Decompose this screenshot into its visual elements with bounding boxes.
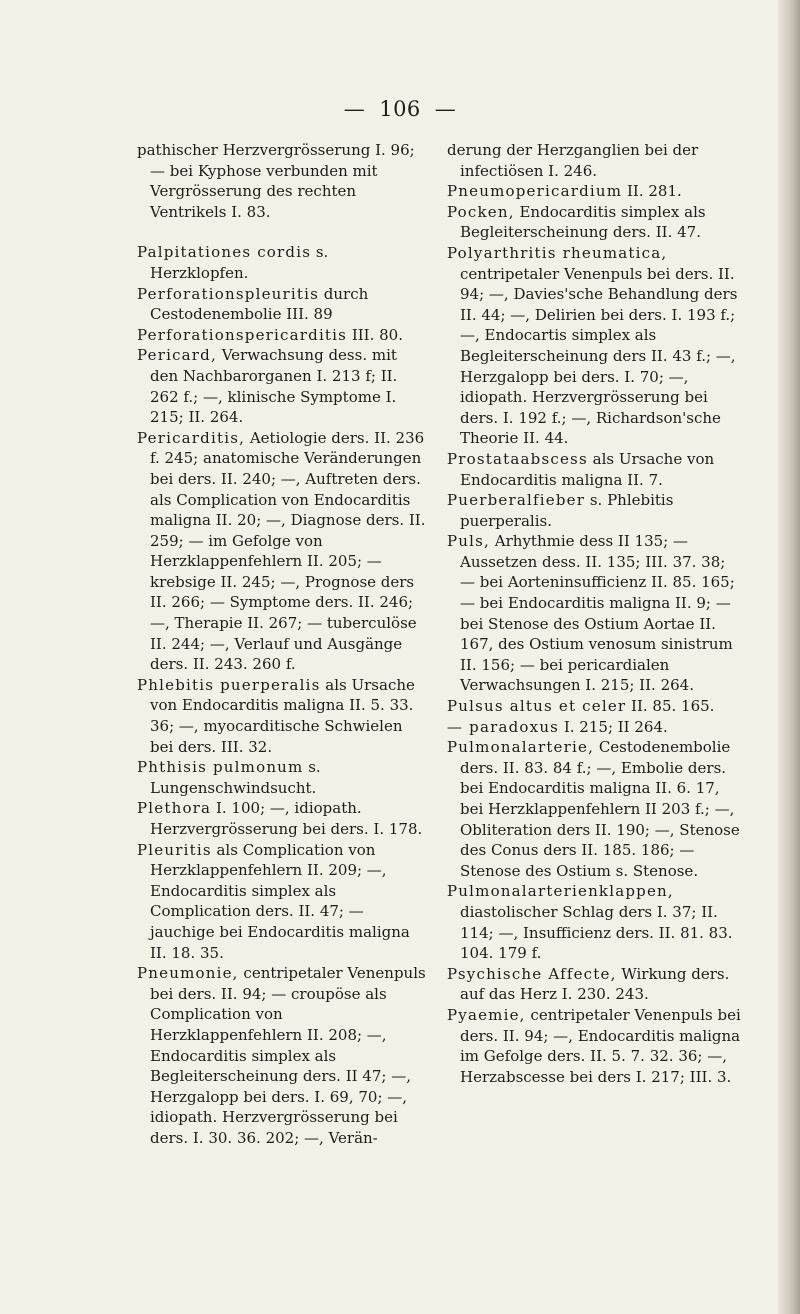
- index-entry: [137, 675, 428, 757]
- index-entry: [447, 881, 744, 963]
- index-entry: [137, 963, 428, 1148]
- index-entry: [447, 531, 744, 696]
- index-term: Pulmonalarterienklappen,: [447, 882, 674, 901]
- index-entry: [447, 696, 744, 717]
- index-entry: [447, 202, 744, 243]
- index-entry: [137, 798, 428, 839]
- index-text: II. 281.: [622, 182, 682, 201]
- index-text: II. 85. 165.: [626, 697, 715, 716]
- index-text: III. 80.: [347, 325, 403, 344]
- index-text: Arhythmie dess II 135; — Aussetzen dess. II. 135; III. 37. 38; — bei Aorteninsufficienz II. 85. 165; — bei Endocarditis maligna II. 9; — bei Stenose des Ostium Aortae II. 167, des Ostium venosum sinistrum II. 156; — bei pericardialen Verwachsungen I. 215; II. 264.: [460, 532, 735, 695]
- index-text: durch Cestodenembolie III. 89: [150, 284, 369, 324]
- index-term: Pericard,: [137, 346, 217, 365]
- page-header: [0, 97, 800, 121]
- index-term: Perforationspleuritis: [137, 284, 320, 303]
- index-entry: [137, 284, 428, 325]
- index-term: Prostataabscess: [447, 449, 588, 468]
- index-entry: [447, 181, 744, 202]
- index-entry: [137, 757, 428, 798]
- index-term: Puerberalfieber: [447, 491, 586, 510]
- index-term: Polyarthritis rheumatica,: [447, 243, 668, 262]
- index-text: centripetaler Venenpuls bei ders. II. 94; —, Davies'sche Behandlung ders II. 44; —, Delirien bei ders. I. 193 f.; —, Endocartis simplex als Begleiterscheinung ders II. 43 f.; —, Herzgalopp bei ders. I. 70; —, idiopath. Herzvergrösserung bei ders. I. 192 f.; —, Richardson'sche Theorie II. 44.: [460, 264, 738, 448]
- index-entry: [447, 717, 744, 738]
- index-term: Psychische Affecte,: [447, 964, 617, 983]
- index-text: Verwachsung dess. mit den Nachbarorganen I. 213 f; II. 262 f.; —, klinische Symptome I. 215; II. 264.: [150, 346, 398, 427]
- index-entry: [137, 140, 428, 222]
- index-column-right: [447, 140, 744, 1087]
- index-term: Perforationspericarditis: [137, 325, 348, 344]
- index-term: Pericarditis,: [137, 428, 246, 447]
- index-entry: [447, 140, 744, 181]
- index-entry: [447, 490, 744, 531]
- index-text: centripetaler Venenpuls bei ders. II. 94; —, Endocarditis maligna im Gefolge ders. II. 5. 7. 32. 36; —, Herzabscesse bei ders I. 217; III. 3.: [460, 1005, 741, 1086]
- index-text: centripetaler Venenpuls bei ders. II. 94; — croupöse als Complication von Herzklappenfehlern II. 208; —, Endocarditis simplex als Begleiterscheinung ders. II 47; —, Herzgalopp bei ders. I. 69, 70; —, idiopath. Herzvergrösserung bei ders. I. 30. 36. 202; —, Verän-: [150, 964, 426, 1147]
- index-term: Plethora: [137, 799, 212, 818]
- index-text: derung der Herzganglien bei der infectiösen I. 246.: [447, 141, 699, 180]
- header-dash-left: —: [343, 97, 366, 121]
- index-text: s. Lungenschwindsucht.: [150, 758, 321, 797]
- page-edge-shadow: [778, 0, 800, 1314]
- index-term: Pulmonalarterie,: [447, 738, 595, 757]
- index-term: Puls,: [447, 532, 491, 551]
- index-text: als Ursache von Endocarditis maligna II. 7.: [460, 449, 715, 489]
- index-term: Pocken,: [447, 202, 515, 221]
- index-text: als Ursache von Endocarditis maligna II. 5. 33. 36; —, myocarditische Schwielen bei ders. III. 32.: [150, 675, 415, 756]
- index-text: Cestodenembolie ders. II. 83. 84 f.; —, Embolie ders. bei Endocarditis maligna II. 6. 17, bei Herzklappenfehlern II 203 f.; —, Obliteration ders II. 190; —, Stenose des Conus ders II. 185. 186; — Stenose des Ostium s. Stenose.: [460, 738, 740, 880]
- index-term: — paradoxus: [447, 717, 560, 736]
- index-entry: [137, 345, 428, 427]
- page-number: 106: [379, 97, 421, 121]
- index-term: Pneumonie,: [137, 964, 239, 983]
- index-entry: [137, 840, 428, 964]
- index-term: Palpitationes cordis: [137, 243, 312, 262]
- index-text: Wirkung ders. auf das Herz I. 230. 243.: [460, 964, 730, 1004]
- index-entry: [137, 325, 428, 346]
- index-text: I. 100; —, idiopath. Herzvergrösserung bei ders. I. 178.: [150, 799, 423, 838]
- index-entry: [447, 243, 744, 449]
- index-text: s. Phlebitis puerperalis.: [460, 491, 674, 530]
- index-entry: [447, 964, 744, 1005]
- index-term: Phthisis pulmonum: [137, 758, 304, 777]
- index-term: Pulsus altus et celer: [447, 697, 627, 716]
- index-text: I. 215; II 264.: [559, 717, 668, 736]
- index-term: Pleuritis: [137, 840, 212, 859]
- index-term: Pneumopericardium: [447, 182, 623, 201]
- index-text: Endocarditis simplex als Begleiterscheinung ders. II. 47.: [460, 202, 706, 242]
- index-entry: [137, 242, 428, 283]
- index-entry: [137, 428, 428, 675]
- header-dash-right: —: [434, 97, 457, 121]
- index-text: diastolischer Schlag ders I. 37; II. 114; —, Insufficienz ders. II. 81. 83. 104. 179 f.: [460, 902, 733, 963]
- index-column-left: [137, 140, 428, 1149]
- index-text: Aetiologie ders. II. 236 f. 245; anatomische Veränderungen bei ders. II. 240; —, Auftreten ders. als Complication von Endocarditis maligna II. 20; —, Diagnose ders. II. 259; — im Gefolge von Herzklappenfehlern II. 205; — krebsige II. 245; —, Prognose ders II. 266; — Symptome ders. II. 246; —, Therapie II. 267; — tuberculöse II. 244; —, Verlauf und Ausgänge ders. II. 243. 260 f.: [150, 428, 426, 674]
- index-entry: [447, 449, 744, 490]
- index-entry: [447, 737, 744, 881]
- index-text: pathischer Herzvergrösserung I. 96; — bei Kyphose verbunden mit Vergrösserung des rechten Ventrikels I. 83.: [137, 141, 415, 221]
- index-term: Pyaemie,: [447, 1005, 526, 1024]
- index-term: Phlebitis puerperalis: [137, 675, 321, 694]
- index-text: als Complication von Herzklappenfehlern II. 209; —, Endocarditis simplex als Complication ders. II. 47; — jauchige bei Endocarditis maligna II. 18. 35.: [150, 840, 410, 962]
- index-entry: [447, 1005, 744, 1087]
- index-text: s. Herzklopfen.: [150, 243, 329, 282]
